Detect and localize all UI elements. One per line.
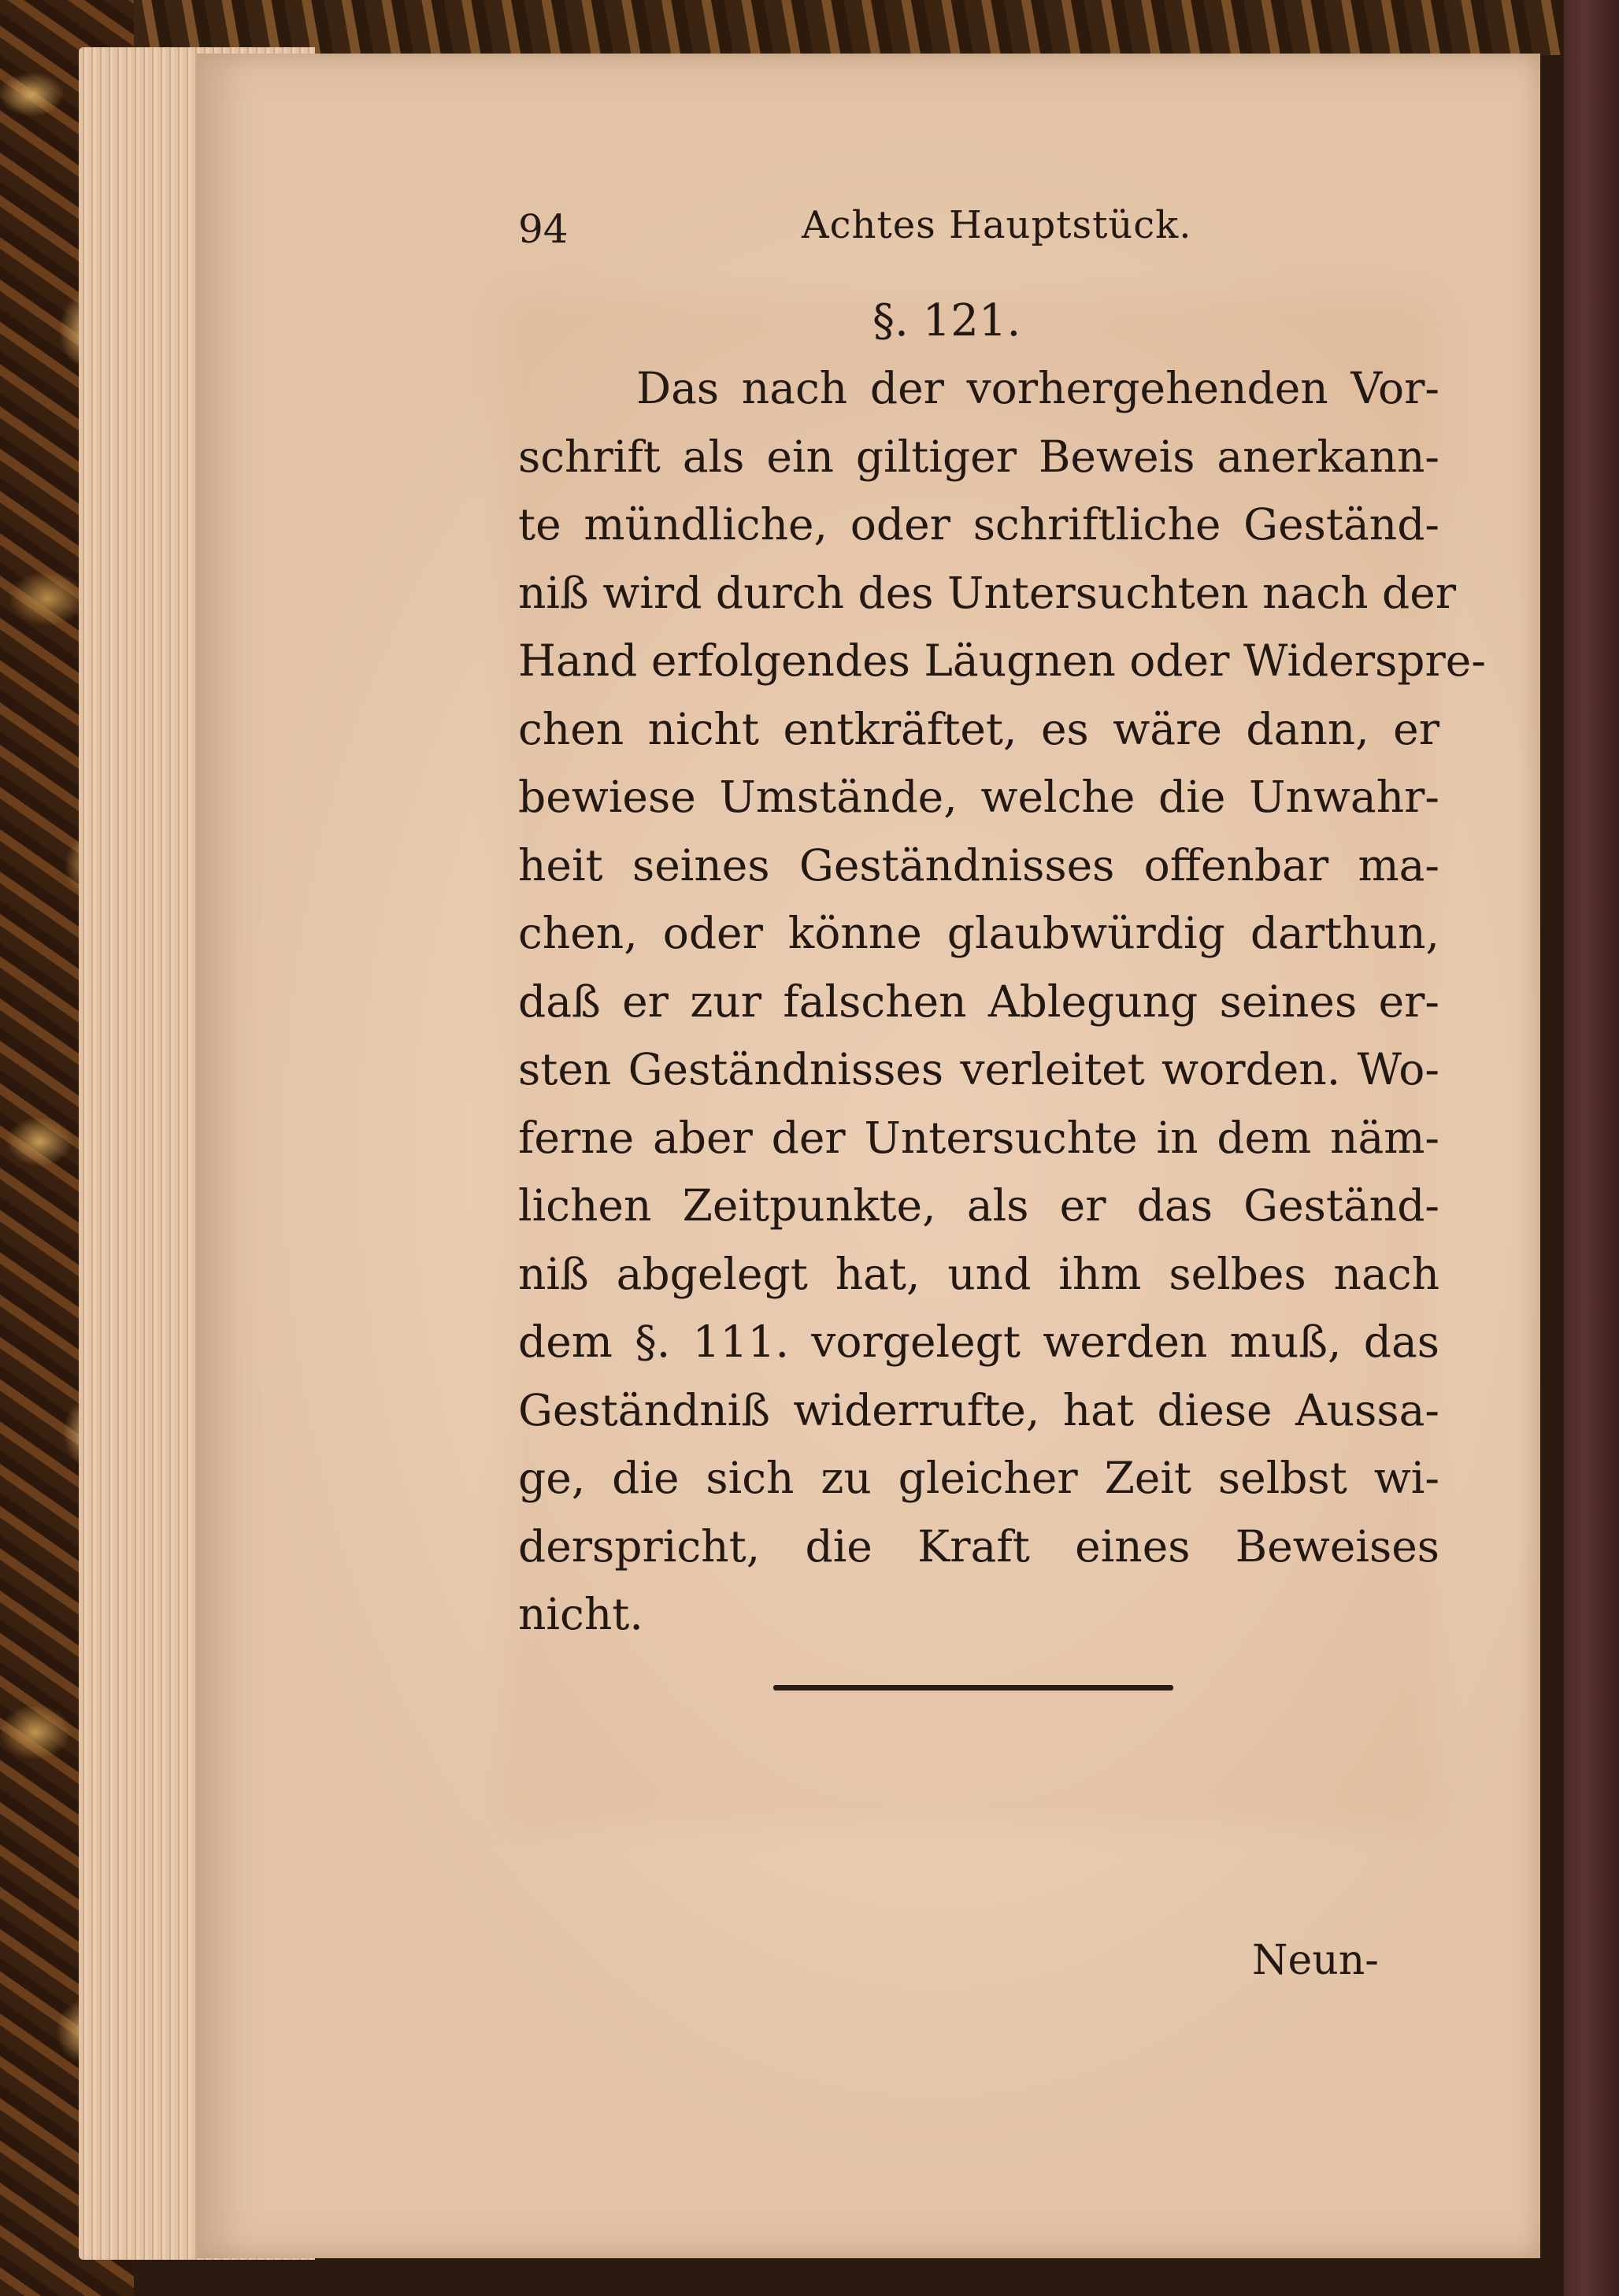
- text-line: lichen Zeitpunkte, als er das Geständ-: [518, 1180, 1439, 1231]
- text-line: derspricht, die Kraft eines Beweises: [518, 1520, 1439, 1572]
- cover-edge-right: [1564, 0, 1619, 2296]
- text-line: chen, oder könne glaubwürdig darthun,: [518, 908, 1439, 958]
- text-line: ge, die sich zu gleicher Zeit selbst wi-: [518, 1453, 1439, 1503]
- page-number: 94: [518, 206, 569, 252]
- marbled-cover-top: [134, 0, 1619, 55]
- text-line: ferne aber der Untersuchte in dem näm-: [518, 1112, 1439, 1163]
- section-heading: §. 121.: [872, 295, 1021, 346]
- text-line: dem §. 111. vorgelegt werden muß, das: [518, 1316, 1439, 1367]
- text-line: sten Geständnisses verleitet worden. Wo-: [518, 1044, 1439, 1094]
- text-line: nicht.: [518, 1589, 643, 1639]
- section-divider-rule: [773, 1685, 1173, 1691]
- text-line: Das nach der vorhergehenden Vor-: [636, 363, 1439, 413]
- text-line: chen nicht entkräftet, es wäre dann, er: [518, 703, 1439, 754]
- text-line: schrift als ein giltiger Beweis anerkann-: [518, 431, 1439, 482]
- text-line: niß abgelegt hat, und ihm selbes nach: [518, 1248, 1439, 1299]
- text-line: heit seines Geständnisses offenbar ma-: [518, 839, 1439, 891]
- catchword: Neun-: [1252, 1937, 1379, 1984]
- paragraph-body: [518, 354, 1486, 1649]
- text-line: bewiese Umstände, welche die Unwahr-: [518, 772, 1439, 822]
- text-line: niß wird durch des Untersuchten nach der: [518, 567, 1457, 618]
- text-line: te mündliche, oder schriftliche Geständ-: [518, 499, 1439, 550]
- text-line: daß er zur falschen Ablegung seines er-: [518, 976, 1439, 1027]
- running-head: Achtes Hauptstück.: [802, 203, 1192, 247]
- text-line: Geständniß widerrufte, hat diese Aussa-: [518, 1384, 1439, 1435]
- text-line: Hand erfolgendes Läugnen oder Widerspre-: [518, 635, 1486, 686]
